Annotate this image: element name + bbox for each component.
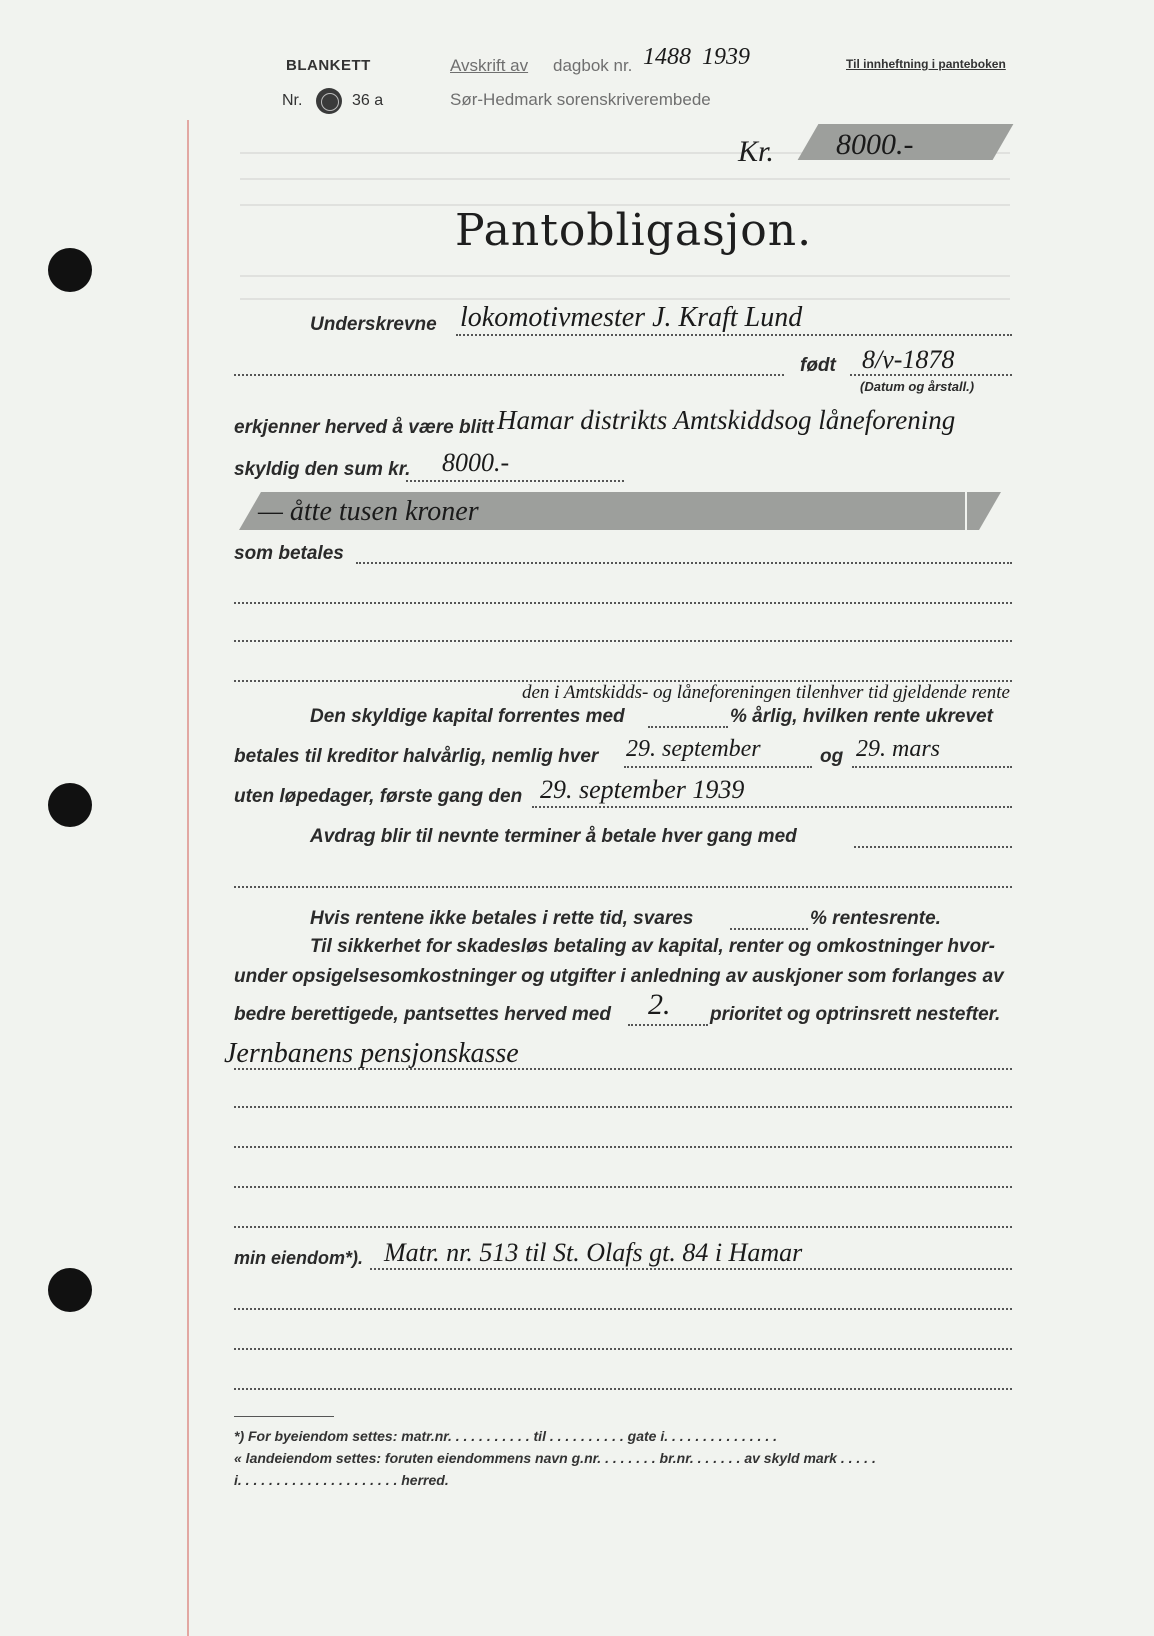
kapital-suffix: % årlig, hvilken rente ukrevet	[730, 706, 993, 727]
punch-hole-top	[48, 248, 92, 292]
underskrevne-value: lokomotivmester J. Kraft Lund	[460, 302, 803, 333]
bleed-through-line	[240, 275, 1010, 277]
date1-line	[624, 766, 812, 768]
dagbok-year: 1939	[702, 44, 750, 70]
bleed-through-line	[240, 178, 1010, 180]
dagbok-label: dagbok nr.	[553, 56, 633, 75]
amount-words: — åtte tusen kroner	[258, 496, 479, 527]
skyldig-label: skyldig den sum kr.	[234, 459, 411, 480]
blank-line	[234, 1226, 1012, 1228]
eiendom-line	[370, 1268, 1012, 1270]
rate-line	[648, 726, 728, 728]
punch-hole-middle	[48, 783, 92, 827]
footnote-line-1: *) For byeiendom settes: matr.nr. . . . . . . . . . . til . . . . . . . . . . gate i. . . . . . . . . . . . . . .	[234, 1428, 778, 1444]
blank-line	[234, 374, 784, 376]
avskrift-label: Avskrift av	[450, 56, 529, 75]
underskrevne-label: Underskrevne	[310, 314, 437, 335]
date-1: 29. september	[626, 736, 761, 762]
blank-line	[234, 602, 1012, 604]
eiendom-label: min eiendom*).	[234, 1248, 364, 1268]
fodt-value: 8/v-1878	[862, 345, 955, 374]
interest-note: den i Amtskidds- og låneforeningen tilenhver tid gjeldende rente	[522, 682, 1010, 703]
date-2: 29. mars	[856, 736, 941, 762]
pension-line	[234, 1068, 1012, 1070]
prioritet-suffix: prioritet og optrinsrett nestefter.	[710, 1004, 1001, 1025]
datum-note: (Datum og årstall.)	[860, 379, 975, 394]
avdrag-line	[854, 846, 1012, 848]
form-nr-value: 36 a	[352, 92, 384, 109]
betales-label: som betales	[234, 543, 344, 564]
fodt-label: født	[800, 355, 836, 376]
creditor-value: Hamar distrikts Amtskiddsog låneforening	[497, 405, 956, 435]
prioritet-line	[628, 1024, 708, 1026]
blank-line	[234, 640, 1012, 642]
hvis-label: Hvis rentene ikke betales i rette tid, svares	[310, 908, 694, 929]
first-date: 29. september 1939	[540, 775, 745, 804]
eiendom-value: Matr. nr. 513 til St. Olafs gt. 84 i Hamar	[384, 1238, 803, 1267]
halvarlig-label: betales til kreditor halvårlig, nemlig hver	[234, 746, 599, 767]
punch-hole-bottom	[48, 1268, 92, 1312]
dagbok-number: 1488	[643, 44, 691, 70]
document-title: Pantobligasjon.	[455, 205, 813, 256]
kr-label: Kr.	[738, 135, 774, 168]
first-date-line	[532, 806, 1012, 808]
seal-icon	[316, 88, 342, 114]
office-stamp: Sør-Hedmark sorenskriverembede	[450, 90, 711, 109]
sum-line	[406, 480, 624, 482]
sikkerhet-line-1: Til sikkerhet for skadesløs betaling av kapital, renter og omkostninger hvor-	[310, 936, 995, 957]
footnote-line-2: « landeiendom settes: foruten eiendommens navn g.nr. . . . . . . . br.nr. . . . . . . av skyld mark . . . . .	[234, 1450, 876, 1466]
footnote-rule	[234, 1416, 334, 1417]
fodt-line	[850, 374, 1012, 376]
rentesrente-line	[730, 928, 808, 930]
blank-line	[234, 1146, 1012, 1148]
blank-line	[234, 1348, 1012, 1350]
footnote-line-3: i. . . . . . . . . . . . . . . . . . . . . herred.	[234, 1472, 449, 1488]
avdrag-label: Avdrag blir til nevnte terminer å betale hver gang med	[310, 826, 797, 847]
sikkerhet-line-2: under opsigelsesomkostninger og utgifter i anledning av auskjoner som forlanges av	[234, 966, 1004, 987]
sum-value: 8000.-	[442, 448, 510, 477]
top-right-note: Til innheftning i panteboken	[846, 57, 1006, 71]
bedre-label: bedre berettigede, pantsettes herved med	[234, 1004, 611, 1025]
prioritet-value: 2.	[648, 988, 671, 1021]
hvis-suffix: % rentesrente.	[810, 908, 941, 929]
bleed-through-line	[240, 298, 1010, 300]
kapital-label: Den skyldige kapital forrentes med	[310, 706, 625, 727]
betales-line	[356, 562, 1012, 564]
band-divider	[965, 490, 967, 532]
blank-line	[234, 1308, 1012, 1310]
pension-value: Jernbanens pensjonskasse	[224, 1038, 519, 1069]
kr-amount: 8000.-	[836, 128, 914, 161]
blank-line	[234, 1388, 1012, 1390]
red-margin-line	[187, 120, 189, 1636]
blank-line	[234, 1186, 1012, 1188]
date2-line	[852, 766, 1012, 768]
underskrevne-line	[456, 334, 1012, 336]
erkjenner-label: erkjenner herved å være blitt	[234, 417, 494, 438]
form-nr-prefix: Nr.	[282, 92, 303, 109]
blank-line	[234, 1106, 1012, 1108]
lopedager-label: uten løpedager, første gang den	[234, 786, 523, 807]
og-label: og	[820, 746, 844, 767]
blank-line	[234, 886, 1012, 888]
blankett-label: BLANKETT	[286, 57, 371, 74]
